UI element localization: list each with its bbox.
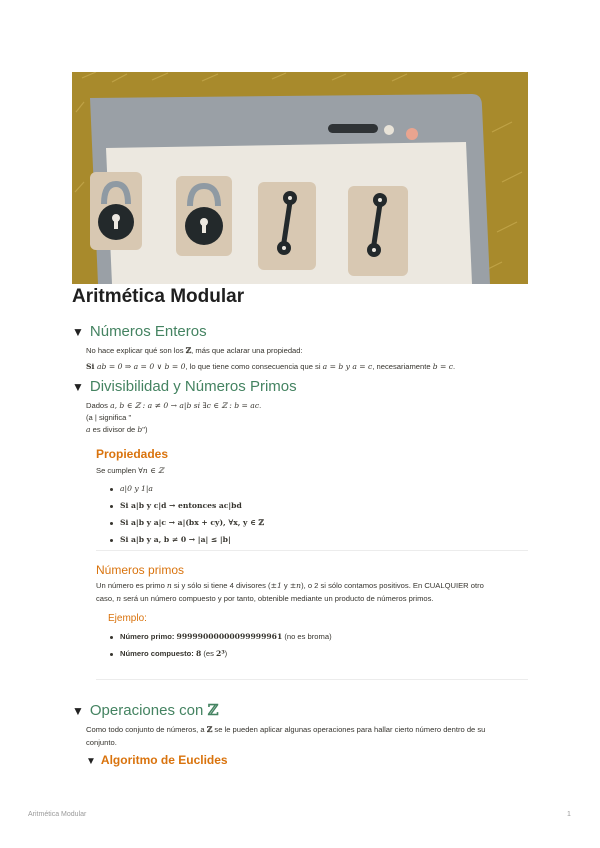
ejemplo-heading: Ejemplo: [108,613,147,624]
list-item: Número compuesto: 8 (es 2³) [110,649,227,658]
primos-paragraph-2: caso, n será un número compuesto y por tanto, obtenible mediante un producto de números primos. [96,594,434,603]
divisibilidad-definition: Dados a, b ∈ ℤ : a ≠ 0 → a|b si ∃c ∈ ℤ : b = ac. [86,401,262,410]
section-heading-enteros[interactable]: ▼ Números Enteros [72,323,207,340]
divisibilidad-note-2: a es divisor de b") [86,425,148,434]
propiedades-heading: Propiedades [96,447,169,461]
operaciones-paragraph-1: Como todo conjunto de números, a ℤ se le pueden aplicar algunas operaciones para hallar cierto número dentro de su [86,725,486,734]
primos-heading: Números primos [96,563,185,577]
bullet-icon [110,636,113,639]
section-heading-operaciones[interactable]: ▼ Operaciones con ℤ [72,701,219,719]
operaciones-paragraph-2: conjunto. [86,738,117,747]
enteros-paragraph-2: Si ab = 0 ⇒ a = 0 ∨ b = 0, lo que tiene como consecuencia que si a = b y a = c, necesariamente b = c. [86,362,456,371]
toggle-triangle-icon[interactable]: ▼ [72,325,84,339]
page-title: Aritmética Modular [72,286,245,307]
list-item: a|0 y 1|a [110,484,153,493]
list-item: Si a|b y c|d → entonces ac|bd [110,501,242,510]
section-heading-divisibilidad[interactable]: ▼ Divisibilidad y Números Primos [72,378,297,395]
divider [96,679,528,680]
bullet-icon [110,522,113,525]
euclides-heading[interactable]: ▼ Algoritmo de Euclides [86,753,228,767]
primos-paragraph-1: Un número es primo n si y sólo si tiene 4 divisores (±1 y ±n), o 2 si sólo contamos positivos. En CUALQUIER otro [96,581,484,590]
enteros-paragraph-1: No hace explicar qué son los ℤ, más que aclarar una propiedad: [86,346,303,355]
list-item: Número primo: 99999000000099999961 (no es broma) [110,632,332,641]
list-item: Si a|b y a, b ≠ 0 → |a| ≤ |b| [110,535,231,544]
propiedades-intro: Se cumplen ∀n ∈ ℤ [96,466,164,475]
divider [96,550,528,551]
bullet-icon [110,653,113,656]
list-item: Si a|b y a|c → a|(bx + cy), ∀x, y ∈ ℤ [110,518,264,527]
toggle-triangle-icon[interactable]: ▼ [86,756,96,767]
page-number: 1 [567,811,571,818]
toggle-triangle-icon[interactable]: ▼ [72,704,84,718]
bullet-icon [110,505,113,508]
divisibilidad-note-1: (a | significa " [86,413,132,422]
bullet-icon [110,539,113,542]
bullet-icon [110,488,113,491]
toggle-triangle-icon[interactable]: ▼ [72,380,84,394]
laptop-padlocks-illustration [72,72,528,284]
footer-title: Aritmética Modular [28,811,87,818]
cover-image [72,72,528,284]
